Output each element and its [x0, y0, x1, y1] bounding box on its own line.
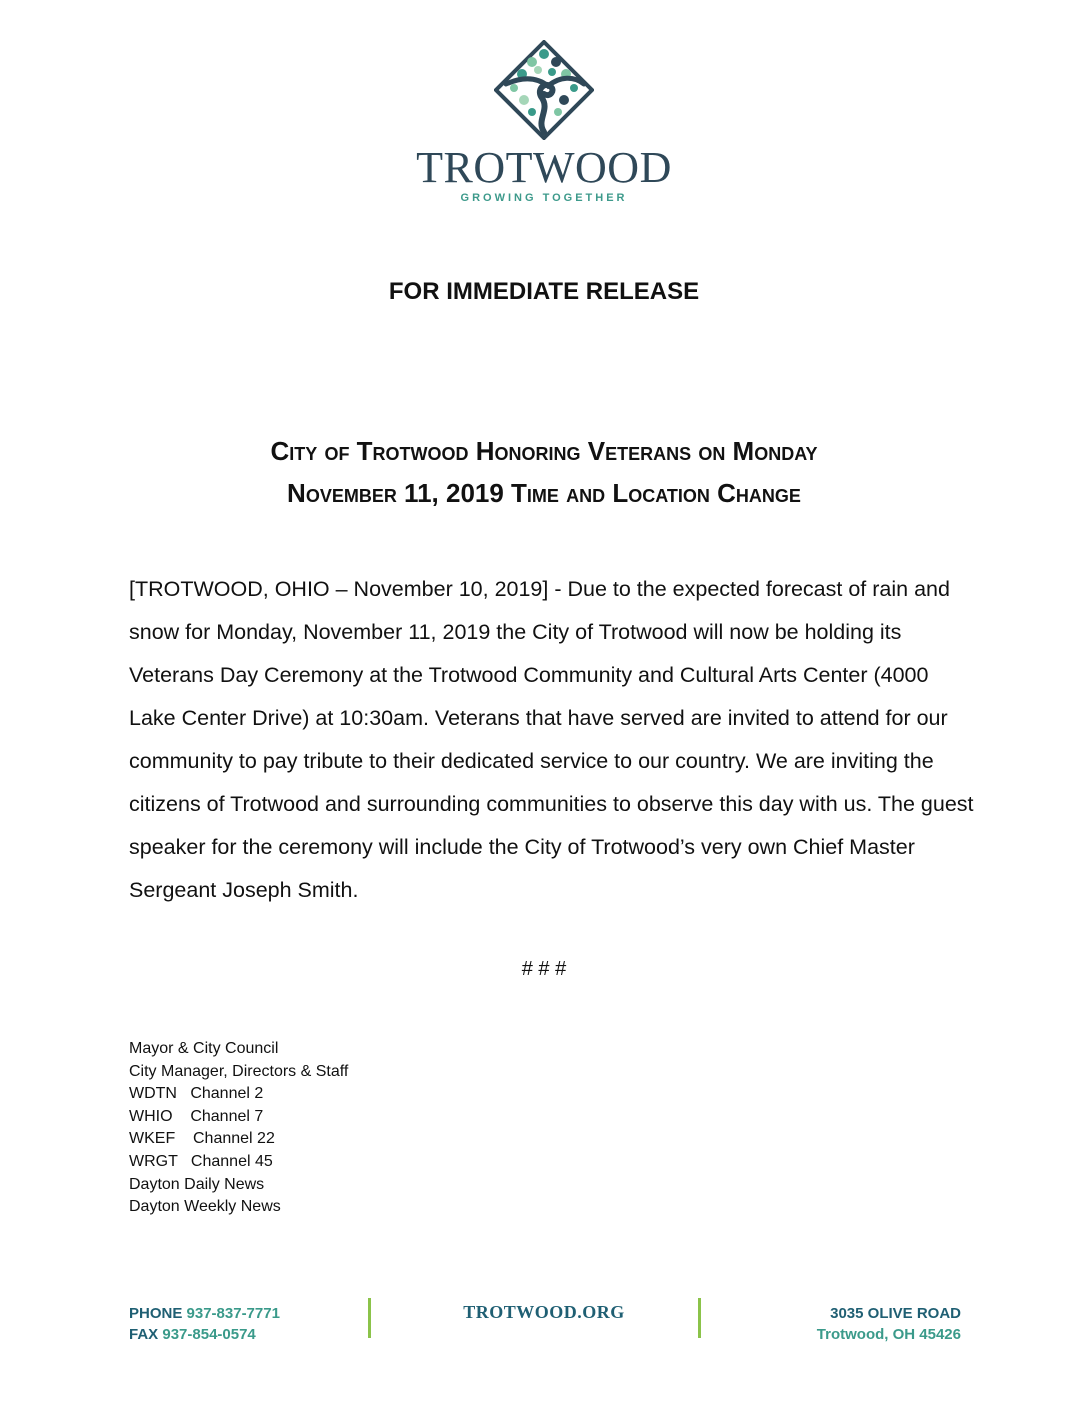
body-paragraph: [TROTWOOD, OHIO – November 10, 2019] - Due to the expected forecast of rain and snow for Monday, November 11, 2019 the City of Trotwood will now be holding its Veterans Day Ceremony at the Trotwood Community and Cultural Arts Center (4000 Lake Center Drive) at 10:30am. Veterans that have served are invited to attend for our community to pay tribute to their dedicated service to our country. We are inviting the citizens of Trotwood and surrounding communities to observe this day with us. The guest speaker for the ceremony will include the City of Trotwood’s very own Chief Master Sergeant Joseph Smith. [129, 577, 974, 902]
headline-line-2: November 11, 2019 Time and Location Change [287, 478, 801, 508]
footer-fax [129, 1324, 280, 1345]
footer-divider-right [698, 1298, 701, 1338]
release-label: FOR IMMEDIATE RELEASE [388, 278, 700, 305]
distribution-item: WDTN Channel 2 [129, 1085, 264, 1103]
phone-number[interactable]: 937-837-7771 [186, 1305, 280, 1322]
logo-wordmark: TROTWOOD [416, 143, 672, 192]
distribution-item: WHIO Channel 7 [129, 1107, 264, 1125]
fax-number: 937-854-0574 [162, 1326, 256, 1343]
address-street: 3035 OLIVE ROAD [830, 1305, 961, 1322]
phone-label: PHONE [129, 1305, 183, 1322]
trotwood-logo [0, 40, 1088, 204]
distribution-item: Dayton Weekly News [129, 1198, 281, 1216]
footer-address [817, 1303, 961, 1345]
end-separator: # # # [521, 958, 567, 980]
distribution-item: City Manager, Directors & Staff [129, 1062, 349, 1080]
headline [0, 430, 1088, 514]
distribution-item: WKEF Channel 22 [129, 1130, 275, 1148]
distribution-item: Dayton Daily News [129, 1175, 265, 1193]
footer-website[interactable]: TROTWOOD.ORG [463, 1302, 625, 1322]
distribution-item: Mayor & City Council [129, 1040, 279, 1057]
fax-label: FAX [129, 1326, 159, 1343]
logo-tagline: GROWING TOGETHER [460, 192, 628, 204]
headline-line-1: City of Trotwood Honoring Veterans on Monday [270, 436, 818, 466]
tree-emblem-icon [494, 40, 594, 140]
address-city: Trotwood, OH 45426 [816, 1326, 961, 1343]
distribution-item: WRGT Channel 45 [129, 1152, 273, 1170]
distribution-list [129, 1038, 348, 1219]
